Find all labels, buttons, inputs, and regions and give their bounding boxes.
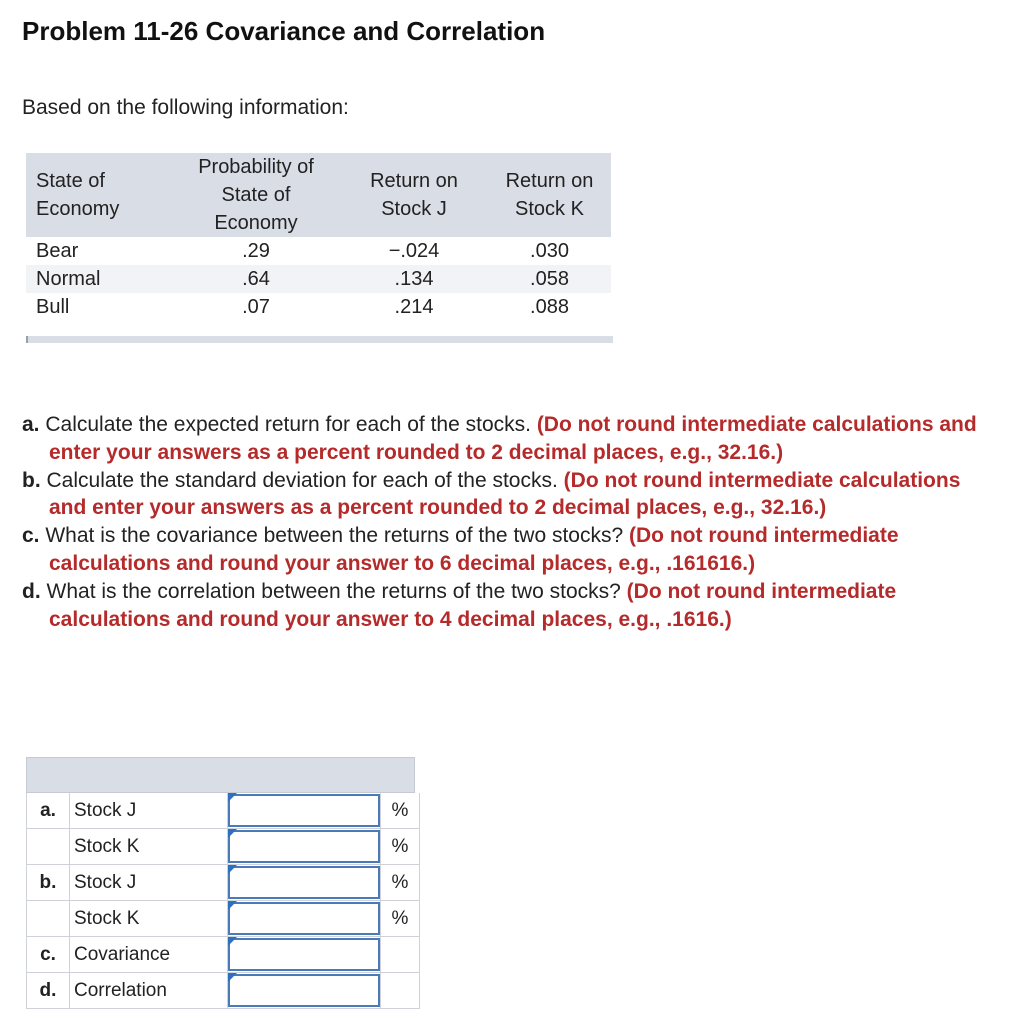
question-text: What is the covariance between the returns of the two stocks? bbox=[45, 524, 624, 548]
answer-table-header bbox=[26, 757, 415, 793]
cell-probability: .64 bbox=[242, 268, 270, 290]
answer-input-cell bbox=[228, 793, 381, 829]
question-text: Calculate the expected return for each of the stocks. bbox=[45, 413, 531, 436]
answer-input-cell bbox=[228, 937, 381, 973]
header-probability: Probability of State of Economy bbox=[198, 156, 314, 234]
question-letter: a. bbox=[22, 413, 40, 436]
question-note: (Do not round intermediate calculations and enter your answers as a percent rounded to 2 decimal places, e.g., 32.16.) bbox=[49, 468, 961, 520]
answer-input-cell bbox=[228, 901, 381, 937]
answer-row bbox=[27, 973, 420, 1009]
question-text: What is the correlation between the returns of the two stocks? bbox=[46, 579, 621, 603]
answer-row bbox=[27, 829, 420, 865]
answer-label: Covariance bbox=[70, 937, 228, 973]
table-row bbox=[26, 237, 611, 265]
answer-input-covariance[interactable] bbox=[228, 938, 380, 971]
answer-unit: % bbox=[381, 901, 420, 937]
header-return-j: Return on Stock J bbox=[370, 170, 458, 220]
answer-input-cell bbox=[228, 829, 381, 865]
answer-row bbox=[27, 901, 420, 937]
answer-letter bbox=[27, 901, 70, 937]
question-note: (Do not round intermediate calculations and round your answer to 4 decimal places, e.g., .1616.) bbox=[49, 579, 897, 631]
cell-probability: .29 bbox=[242, 240, 270, 262]
answer-label: Stock K bbox=[70, 901, 228, 937]
table-header-row bbox=[26, 153, 611, 237]
question-c bbox=[22, 522, 982, 578]
answer-unit: % bbox=[381, 865, 420, 901]
answer-table bbox=[26, 793, 420, 1009]
question-letter: d. bbox=[22, 579, 41, 603]
intro-text: Based on the following information: bbox=[22, 96, 349, 119]
header-return-k: Return on Stock K bbox=[505, 170, 594, 220]
header-state: State of Economy bbox=[36, 170, 120, 220]
question-letter: b. bbox=[22, 468, 41, 492]
question-a bbox=[22, 411, 982, 467]
answer-row bbox=[27, 793, 420, 829]
answer-row bbox=[27, 865, 420, 901]
question-note: (Do not round intermediate calculations and enter your answers as a percent rounded to 2 decimal places, e.g., 32.16.) bbox=[49, 413, 977, 464]
question-text: Calculate the standard deviation for each of the stocks. bbox=[46, 468, 558, 492]
cell-return-j: .134 bbox=[394, 268, 434, 290]
question-b bbox=[22, 467, 982, 523]
cell-return-k: .030 bbox=[530, 240, 569, 262]
answer-input-correlation[interactable] bbox=[228, 974, 380, 1007]
answer-letter: a. bbox=[27, 793, 70, 829]
table-row bbox=[26, 265, 611, 293]
question-letter: c. bbox=[22, 524, 40, 548]
answer-label: Stock K bbox=[70, 829, 228, 865]
answer-input-a-stock-j[interactable] bbox=[228, 794, 380, 827]
cell-return-k: .088 bbox=[530, 296, 569, 318]
state-economy-table bbox=[26, 153, 611, 321]
answer-label: Correlation bbox=[70, 973, 228, 1009]
answer-label: Stock J bbox=[70, 865, 228, 901]
table-bottom-rule bbox=[26, 336, 613, 343]
answer-input-cell bbox=[228, 865, 381, 901]
answer-letter bbox=[27, 829, 70, 865]
cell-probability: .07 bbox=[242, 296, 270, 318]
table-row bbox=[26, 293, 611, 321]
answer-unit bbox=[381, 937, 420, 973]
cell-state: Normal bbox=[36, 268, 101, 290]
answer-input-a-stock-k[interactable] bbox=[228, 830, 380, 863]
answer-unit: % bbox=[381, 793, 420, 829]
answer-input-cell bbox=[228, 973, 381, 1009]
answer-unit bbox=[381, 973, 420, 1009]
answer-letter: d. bbox=[27, 973, 70, 1009]
questions-list bbox=[22, 411, 982, 633]
cell-return-j: .214 bbox=[394, 296, 434, 318]
answer-input-b-stock-j[interactable] bbox=[228, 866, 380, 899]
answer-input-b-stock-k[interactable] bbox=[228, 902, 380, 935]
answer-letter: c. bbox=[27, 937, 70, 973]
cell-return-k: .058 bbox=[530, 268, 569, 290]
cell-state: Bull bbox=[36, 296, 70, 318]
answer-label: Stock J bbox=[70, 793, 228, 829]
question-note: (Do not round intermediate calculations and round your answer to 6 decimal places, e.g., .161616.) bbox=[49, 524, 899, 575]
answer-unit: % bbox=[381, 829, 420, 865]
page-title: Problem 11-26 Covariance and Correlation bbox=[22, 16, 546, 46]
cell-state: Bear bbox=[36, 240, 79, 262]
cell-return-j: −.024 bbox=[388, 240, 440, 262]
answer-letter: b. bbox=[27, 865, 70, 901]
answer-row bbox=[27, 937, 420, 973]
question-d bbox=[22, 578, 982, 634]
